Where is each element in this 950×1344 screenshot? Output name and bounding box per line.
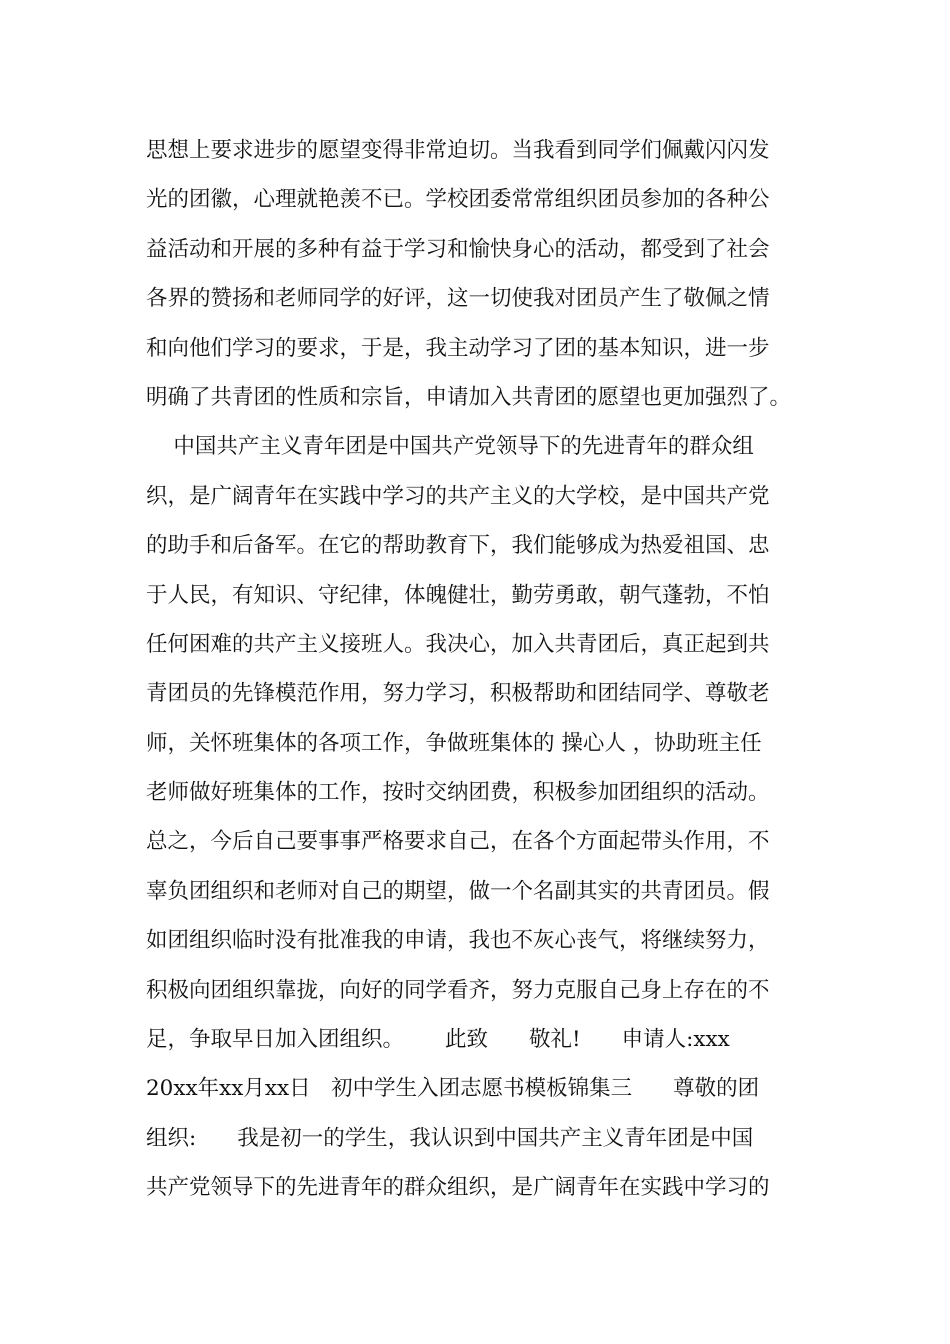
text-line: 组织: 我是初一的学生，我认识到中国共产主义青年团是中国	[146, 1125, 754, 1151]
text-line: 光的团徽，心理就艳羡不已。学校团委常常组织团员参加的各种公	[146, 187, 770, 213]
text-line: 共产党领导下的先进青年的群众组织，是广阔青年在实践中学习的	[146, 1175, 770, 1201]
text-line: 益活动和开展的多种有益于学习和愉快身心的活动，都受到了社会	[146, 236, 770, 262]
body-text	[146, 126, 826, 1213]
text-line: 中国共产主义青年团是中国共产党领导下的先进青年的群众组	[146, 434, 754, 460]
text-line: 老师做好班集体的工作，按时交纳团费，积极参加团组织的活动。	[146, 780, 770, 806]
text-line: 青团员的先锋模范作用，努力学习，积极帮助和团结同学、尊敬老	[146, 681, 770, 707]
text-line: 的助手和后备军。在它的帮助教育下，我们能够成为热爱祖国、忠	[146, 533, 770, 559]
text-line: 明确了共青团的性质和宗旨，申请加入共青团的愿望也更加强烈了。	[146, 384, 792, 410]
text-line: 20xx年xx月xx日 初中学生入团志愿书模板锦集三 尊敬的团	[146, 1076, 760, 1102]
text-line: 思想上要求进步的愿望变得非常迫切。当我看到同学们佩戴闪闪发	[146, 138, 770, 163]
text-line: 总之，今后自己要事事严格要求自己，在各个方面起带头作用，不	[146, 829, 770, 855]
text-line: 足，争取早日加入团组织。 此致 敬礼! 申请人:xxx	[146, 1027, 730, 1053]
text-line: 各界的赞扬和老师同学的好评，这一切使我对团员产生了敬佩之情	[146, 286, 770, 312]
text-line: 任何困难的共产主义接班人。我决心，加入共青团后，真正起到共	[146, 631, 770, 657]
text-line: 师，关怀班集体的各项工作，争做班集体的 操心人 ，协助班主任	[146, 730, 762, 756]
text-line: 织，是广阔青年在实践中学习的共产主义的大学校，是中国共产党	[146, 483, 770, 509]
text-line: 积极向团组织靠拢，向好的同学看齐，努力克服自己身上存在的不	[146, 977, 770, 1003]
text-line: 和向他们学习的要求，于是，我主动学习了团的基本知识，进一步	[146, 335, 770, 361]
text-line: 于人民，有知识、守纪律，体魄健壮，勤劳勇敢，朝气蓬勃，不怕	[146, 582, 770, 608]
text-line: 辜负团组织和老师对自己的期望，做一个名副其实的共青团员。假	[146, 878, 770, 904]
text-line: 如团组织临时没有批准我的申请，我也不灰心丧气，将继续努力，	[146, 928, 770, 954]
